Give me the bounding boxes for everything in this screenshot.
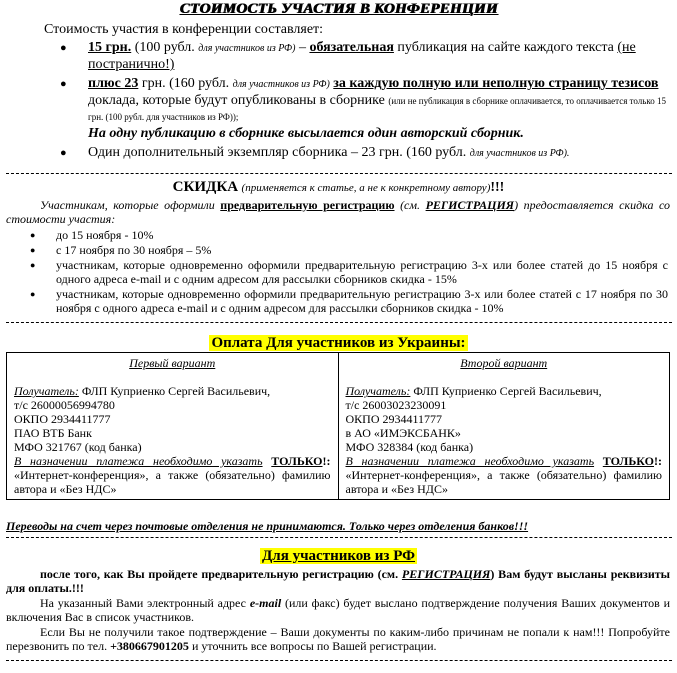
divider bbox=[6, 660, 672, 661]
bank-name: ПАО ВТБ Банк bbox=[14, 426, 92, 440]
discount-item: ● с 17 ноября по 30 ноября – 5% bbox=[30, 243, 668, 257]
variant-title: Первый вариант bbox=[129, 356, 216, 370]
purpose-only: ТОЛЬКО bbox=[602, 454, 654, 468]
cost-price: 15 грн. bbox=[88, 40, 132, 55]
recipient-label: Получатель: bbox=[345, 384, 411, 398]
purpose-label: В назначении платежа необходимо указать bbox=[345, 454, 595, 468]
rf-paragraph-2 bbox=[6, 596, 670, 624]
rf-p1-c: ) Вам будут высланы реквизиты для оплаты.!!! bbox=[6, 567, 671, 595]
page-title: СТОИМОСТЬ УЧАСТИЯ В КОНФЕРЕНЦИИ bbox=[179, 1, 498, 17]
cost-rub: (160 рубл. bbox=[169, 76, 230, 91]
cost-rub-note: для участников из РФ) bbox=[198, 43, 296, 54]
rf-email: e-mail bbox=[249, 596, 282, 610]
cost-item-page bbox=[60, 76, 668, 142]
intro-text: Стоимость участия в конференции составляет: bbox=[44, 22, 324, 37]
cost-extra-text: Один дополнительный экземпляр сборника – 23 грн. (160 рубл. bbox=[88, 145, 467, 160]
rf-p1-a: после того, как Вы пройдете предварительную регистрацию (см. bbox=[40, 567, 399, 581]
rf-p3-a: Если Вы не получили такое подтверждение – Ваши документы по каким-либо причинам не попали к нам!!! Попробуйте перезвонить по тел. bbox=[6, 625, 670, 653]
discount-heading bbox=[0, 180, 677, 196]
discount-item: ● участникам, которые одновременно оформили предварительную регистрацию 3-х или более статей до 15 ноября с одного адреса e-mail и с одним адресом для рассылки сборников скидка - 15% bbox=[30, 258, 668, 286]
recipient-name: ФЛП Куприенко Сергей Васильевич, bbox=[81, 384, 271, 398]
discount-text-e: ) предоставляется скидка со стоимости участия: bbox=[6, 198, 671, 226]
cost-list bbox=[60, 40, 668, 165]
cost-mandatory: обязательная bbox=[309, 40, 394, 55]
cost-rest: доклада, которые будут опубликованы в сборнике bbox=[88, 93, 385, 108]
cost-per-page: за каждую полную или неполную страницу тезисов bbox=[333, 76, 659, 91]
rf-registration-link[interactable]: РЕГИСТРАЦИЯ bbox=[401, 567, 491, 581]
discount-registration: предварительную регистрацию bbox=[220, 198, 395, 212]
recipient-name: ФЛП Куприенко Сергей Васильевич, bbox=[413, 384, 602, 398]
rf-phone: +380667901205 bbox=[110, 639, 189, 653]
mfo-code: МФО 321767 (код банка) bbox=[14, 440, 142, 454]
ukraine-heading-text: Оплата Для участников из Украины: bbox=[211, 335, 466, 351]
purpose-text: «Интернет-конференция», а также (обязательно) фамилию автора и «Без НДС» bbox=[14, 468, 331, 496]
discount-item: ● участникам, которые одновременно оформили предварительную регистрацию 3-х или более статей с 17 ноября по 30 ноября с одного адреса e-mail и с одним адресом для рассылки сборников скидка - 10% bbox=[30, 287, 668, 315]
discount-text-c: (см. bbox=[400, 198, 421, 212]
discount-title: СКИДКА bbox=[172, 179, 239, 195]
purpose-colon: !: bbox=[322, 454, 331, 468]
recipient-label: Получатель: bbox=[14, 384, 79, 398]
rf-heading bbox=[0, 548, 677, 564]
rf-paragraph-1 bbox=[6, 567, 670, 595]
discount-description bbox=[6, 198, 670, 226]
cost-paren: (не постранично!) bbox=[88, 40, 636, 72]
rf-p2-a: На указанный Вами электронный адрес bbox=[40, 596, 247, 610]
discount-mark: !!! bbox=[490, 180, 505, 195]
discount-text-a: Участникам, которые оформили bbox=[40, 198, 215, 212]
discount-note: (применяется к статье, а не к конкретному автору) bbox=[241, 182, 491, 194]
cost-author-copy-note: На одну публикацию в сборнике высылается один авторский сборник. bbox=[88, 126, 524, 141]
discount-item: ● до 15 ноября - 10% bbox=[30, 228, 668, 242]
payment-variant-2 bbox=[338, 353, 670, 500]
mfo-code: МФО 328384 (код банка) bbox=[345, 440, 474, 454]
variant-title: Второй вариант bbox=[460, 356, 548, 370]
cost-rub-note: для участников из РФ) bbox=[232, 79, 330, 90]
account-number: т/с 26000056994780 bbox=[14, 398, 115, 412]
cost-dash: – bbox=[295, 40, 306, 55]
cost-rub: (100 рубл. bbox=[134, 40, 195, 55]
okpo-code: ОКПО 2934411777 bbox=[345, 412, 443, 426]
rf-heading-text: Для участников из РФ bbox=[261, 548, 415, 564]
discount-registration-link[interactable]: РЕГИСТРАЦИЯ bbox=[425, 198, 515, 212]
discount-list bbox=[30, 228, 668, 316]
ukraine-heading bbox=[0, 335, 677, 351]
payment-variant-1 bbox=[7, 353, 339, 500]
rf-instructions bbox=[6, 567, 670, 654]
divider bbox=[6, 322, 672, 323]
cost-item-extra-copy bbox=[60, 145, 668, 162]
okpo-code: ОКПО 2934411777 bbox=[14, 412, 111, 426]
purpose-only: ТОЛЬКО bbox=[271, 454, 323, 468]
cost-price-plus: плюс 23 bbox=[88, 76, 139, 91]
rf-p2-c: (или факс) будет выслано подтверждение получения Ваших документов и включения Вас в список участников. bbox=[6, 596, 671, 624]
purpose-text: «Интернет-конференция», а также (обязательно) фамилию автора и «Без НДС» bbox=[345, 468, 662, 496]
rf-paragraph-3 bbox=[6, 625, 670, 653]
cost-rub-note: для участников из РФ). bbox=[469, 148, 570, 159]
divider bbox=[6, 537, 672, 538]
payment-table bbox=[6, 352, 670, 500]
cost-unit: грн. bbox=[141, 76, 166, 91]
cost-small-note: (или не публикация в сборнике оплачивается, то оплачивается только 15 грн. (100 рубл. для участников из РФ)); bbox=[88, 96, 667, 122]
purpose-colon: !: bbox=[654, 454, 662, 468]
cost-rest: публикация на сайте каждого текста bbox=[397, 40, 614, 55]
bank-name: в АО «ИМЭКСБАНК» bbox=[345, 426, 461, 440]
rf-p3-c: и уточнить все вопросы по Вашей регистрации. bbox=[191, 639, 437, 653]
divider bbox=[6, 173, 672, 174]
bank-transfer-warning: Переводы на счет через почтовые отделения не принимаются. Только через отделения банков!!! bbox=[6, 519, 529, 533]
account-number: т/с 26003023230091 bbox=[345, 398, 447, 412]
purpose-label: В назначении платежа необходимо указать bbox=[14, 454, 263, 468]
cost-item-website bbox=[60, 40, 668, 73]
